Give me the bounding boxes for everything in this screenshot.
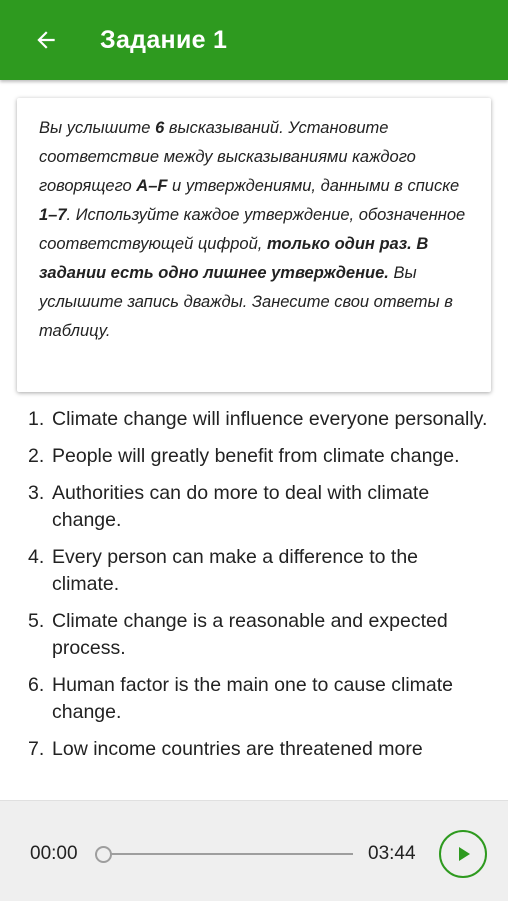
audio-player [0,800,508,901]
statement-text: People will greatly benefit from climate change. [52,445,460,467]
list-item [28,406,488,433]
play-icon [453,844,473,864]
seek-bar[interactable] [103,853,353,855]
statement-text: Authorities can do more to deal with climate change. [52,482,430,531]
back-button[interactable] [22,16,70,64]
statement-number: 3. [28,482,45,504]
statement-text: Climate change is a reasonable and expected process. [52,610,448,659]
statement-number: 7. [28,738,45,760]
statement-number: 4. [28,546,45,568]
current-time: 00:00 [30,843,78,864]
app-bar [0,0,508,80]
seek-thumb[interactable] [95,846,112,863]
list-item [28,544,488,598]
page-title: Задание 1 [100,25,228,54]
statement-text: Every person can make a difference to the climate. [52,546,419,595]
list-item [28,608,488,662]
statement-number: 5. [28,610,45,632]
list-item [28,736,488,763]
play-button[interactable] [439,830,487,878]
statement-number: 6. [28,674,45,696]
statement-number: 2. [28,445,45,467]
statements-list [28,406,488,773]
statement-text: Human factor is the main one to cause climate change. [52,674,454,723]
statement-text: Low income countries are threatened more [52,738,423,760]
statement-text: Climate change will influence everyone personally. [52,408,488,430]
list-item [28,443,488,470]
total-time: 03:44 [368,843,416,864]
statement-number: 1. [28,408,45,430]
arrow-back-icon [33,27,59,53]
list-item [28,480,488,534]
instructions-card [17,98,491,392]
list-item [28,672,488,726]
instructions-text: Вы услышите 6 высказываний. Установите соответствие между высказываниями каждого говорящего A–F и утверждениями, данными в списке 1–7. Используйте каждое утверждение, обозначенное соответствующей цифрой, только один раз. В задании есть одно лишнее утверждение. Вы услышите запись дважды. Занесите свои ответы в таблицу. [39,119,466,340]
